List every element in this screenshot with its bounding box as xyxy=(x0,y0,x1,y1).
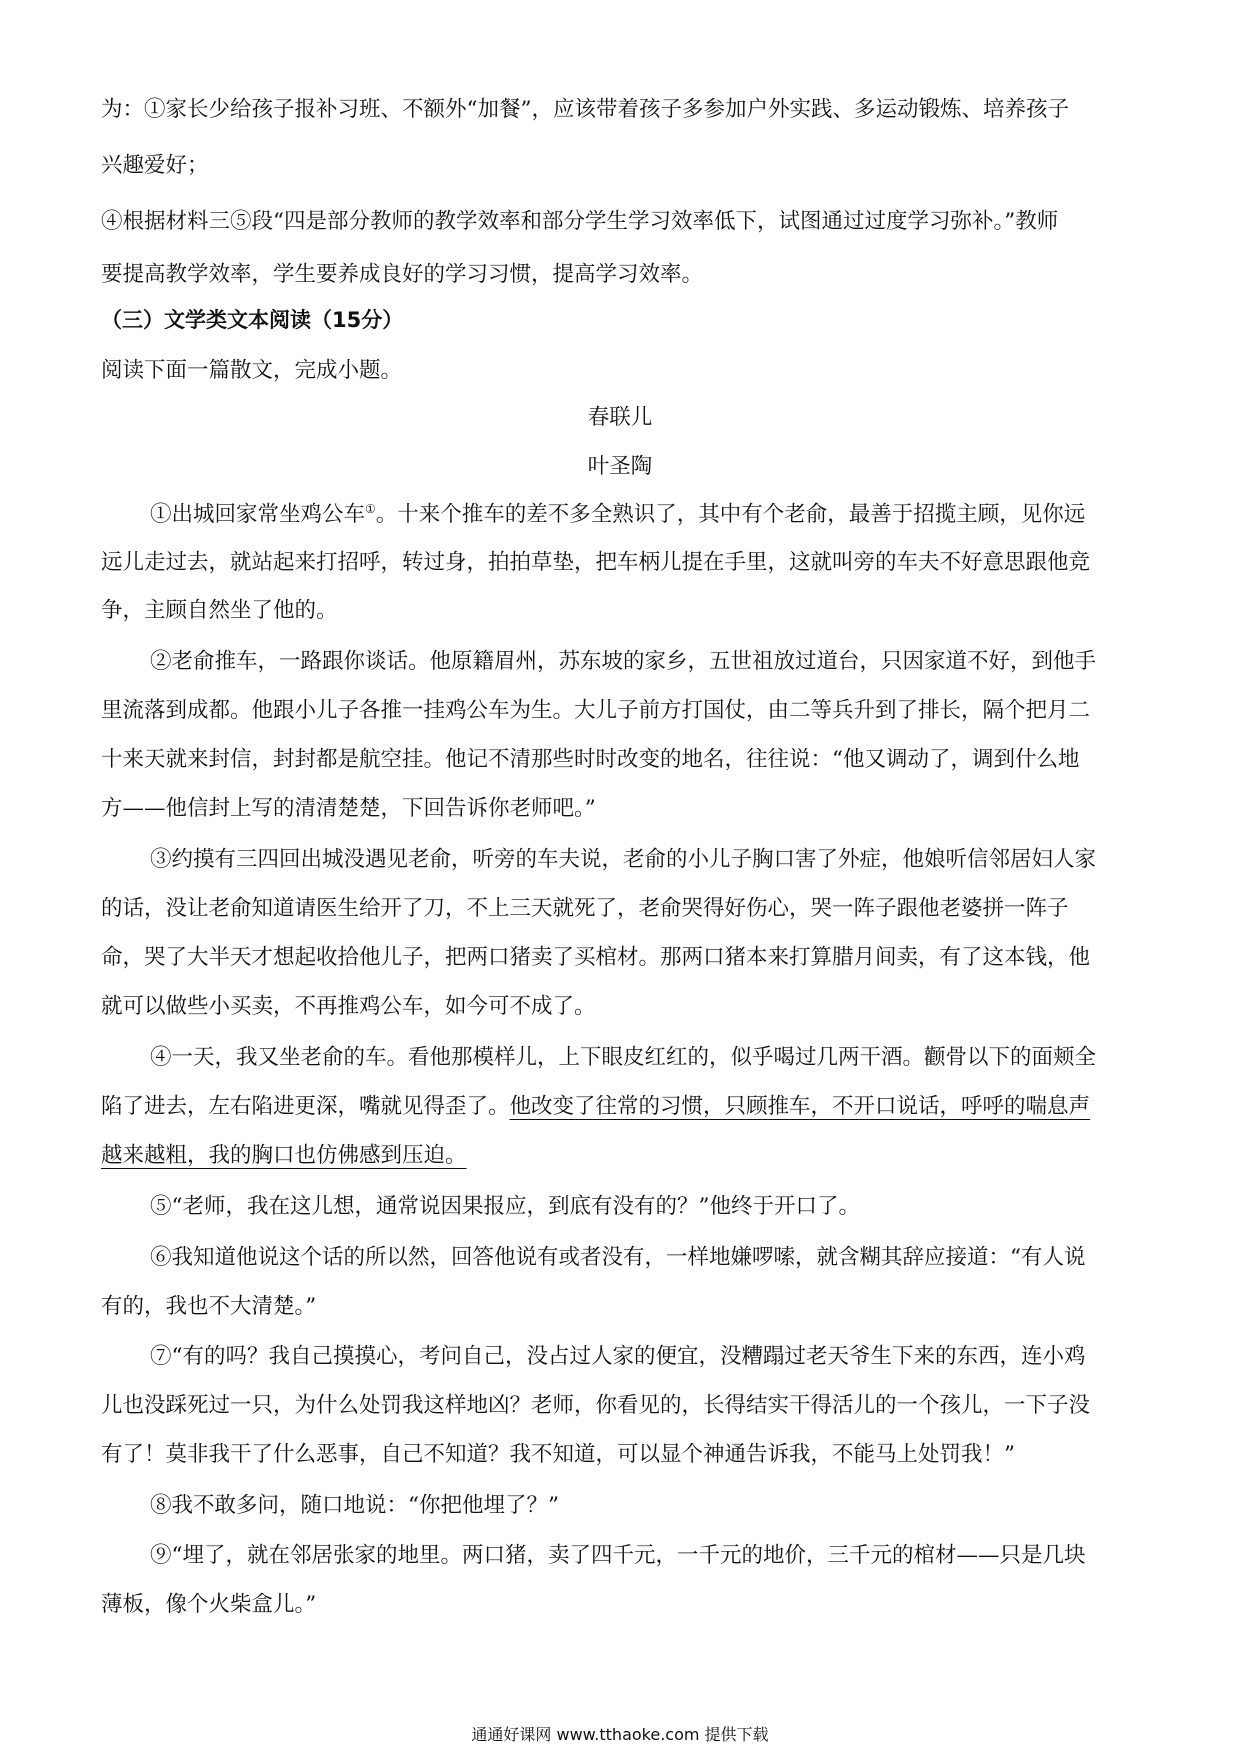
paragraph-9-line: ⑨“埋了，就在邻居张家的地里。两口猪，卖了四千元，一千元的地价，三千元的棺材——只是几块 xyxy=(150,1543,1086,1568)
paragraph-3-line: ③约摸有三四回出城没遇见老俞，听旁的车夫说，老俞的小儿子胸口害了外症，他娘听信邻居妇人家 xyxy=(150,847,1097,872)
paragraph-4-text: 陷了进去，左右陷进更深，嘴就见得歪了。 xyxy=(101,1094,510,1119)
text-line: 兴趣爱好； xyxy=(101,153,209,178)
paragraph-1-text: 。十来个推车的差不多全熟识了，其中有个老俞，最善于招揽主顾，见你远 xyxy=(375,502,1086,527)
section-heading: （三）文学类文本阅读（15分） xyxy=(101,308,404,332)
paragraph-3-line: 命，哭了大半天才想起收拾他儿子，把两口猪卖了买棺材。那两口猪本来打算腊月间卖，有了这本钱，他 xyxy=(101,945,1091,970)
underlined-sentence: 他改变了往常的习惯，只顾推车，不开口说话，呼呼的喘息声 xyxy=(509,1094,1091,1119)
paragraph-7-line: 儿也没踩死过一只，为什么处罚我这样地凶？老师，你看见的，长得结实干得活儿的一个孩儿，一下子没 xyxy=(101,1393,1091,1418)
paragraph-5-line: ⑤“老师，我在这儿想，通常说因果报应，到底有没有的？”他终于开口了。 xyxy=(150,1194,860,1219)
paragraph-4-line xyxy=(101,1089,1090,1120)
footer-text: 通通好课网 www.tthaoke.com 提供下载 xyxy=(471,1725,769,1744)
essay-title: 春联儿 xyxy=(587,405,653,430)
paragraph-7-line: 有了！莫非我干了什么恶事，自己不知道？我不知道，可以显个神通告诉我，不能马上处罚我！” xyxy=(101,1442,1015,1467)
paragraph-4-line: ④一天，我又坐老俞的车。看他那模样儿，上下眼皮红红的，似乎喝过几两干酒。颧骨以下的面颊全 xyxy=(150,1045,1097,1070)
paragraph-1-line: 争，主顾自然坐了他的。 xyxy=(101,598,338,623)
paragraph-2-line: ②老俞推车，一路跟你谈话。他原籍眉州，苏东坡的家乡，五世祖放过道台，只因家道不好，到他手 xyxy=(150,649,1097,674)
text-line: 要提高教学效率，学生要养成良好的学习习惯，提高学习效率。 xyxy=(101,262,704,287)
paragraph-3-line: 就可以做些小买卖，不再推鸡公车，如今可不成了。 xyxy=(101,994,596,1019)
text-line: 为：①家长少给孩子报补习班、不额外“加餐”，应该带着孩子多参加户外实践、多运动锻炼、培养孩子 xyxy=(101,97,1069,122)
essay-author: 叶圣陶 xyxy=(587,454,653,479)
paragraph-3-line: 的话，没让老俞知道请医生给开了刀，不上三天就死了，老俞哭得好伤心，哭一阵子跟他老婆拼一阵子 xyxy=(101,896,1069,921)
instruction-text: 阅读下面一篇散文，完成小题。 xyxy=(101,358,403,383)
paragraph-9-line: 薄板，像个火柴盒儿。” xyxy=(101,1592,317,1617)
paragraph-6-line: 有的，我也不大清楚。” xyxy=(101,1294,317,1319)
paragraph-1-line xyxy=(150,497,1085,528)
underlined-sentence: 越来越粗，我的胸口也仿佛感到压迫。 xyxy=(101,1143,467,1168)
text-line: ④根据材料三⑤段“四是部分教师的教学效率和部分学生学习效率低下，试图通过过度学习弥补。”教师 xyxy=(101,209,1059,234)
paragraph-6-line: ⑥我知道他说这个话的所以然，回答他说有或者没有，一样地嫌啰嗦，就含糊其辞应接道：“有人说 xyxy=(150,1245,1086,1270)
paragraph-1-text: ①出城回家常坐鸡公车 xyxy=(150,502,366,527)
paragraph-8-line: ⑧我不敢多问，随口地说：“你把他埋了？” xyxy=(150,1493,559,1518)
footnote-marker: ① xyxy=(365,501,376,516)
paragraph-7-line: ⑦“有的吗？我自己摸摸心，考问自己，没占过人家的便宜，没糟蹋过老天爷生下来的东西，连小鸡 xyxy=(150,1344,1086,1369)
paragraph-2-line: 十来天就来封信，封封都是航空挂。他记不清那些时时改变的地名，往往说：“他又调动了，调到什么地 xyxy=(101,747,1080,772)
paragraph-1-line: 远儿走过去，就站起来打招呼，转过身，拍拍草垫，把车柄儿提在手里，这就叫旁的车夫不好意思跟他竞 xyxy=(101,550,1091,575)
paragraph-2-line: 方——他信封上写的清清楚楚，下回告诉你老师吧。” xyxy=(101,796,596,821)
paragraph-2-line: 里流落到成都。他跟小儿子各推一挂鸡公车为生。大儿子前方打国仗，由二等兵升到了排长，隔个把月二 xyxy=(101,698,1091,723)
